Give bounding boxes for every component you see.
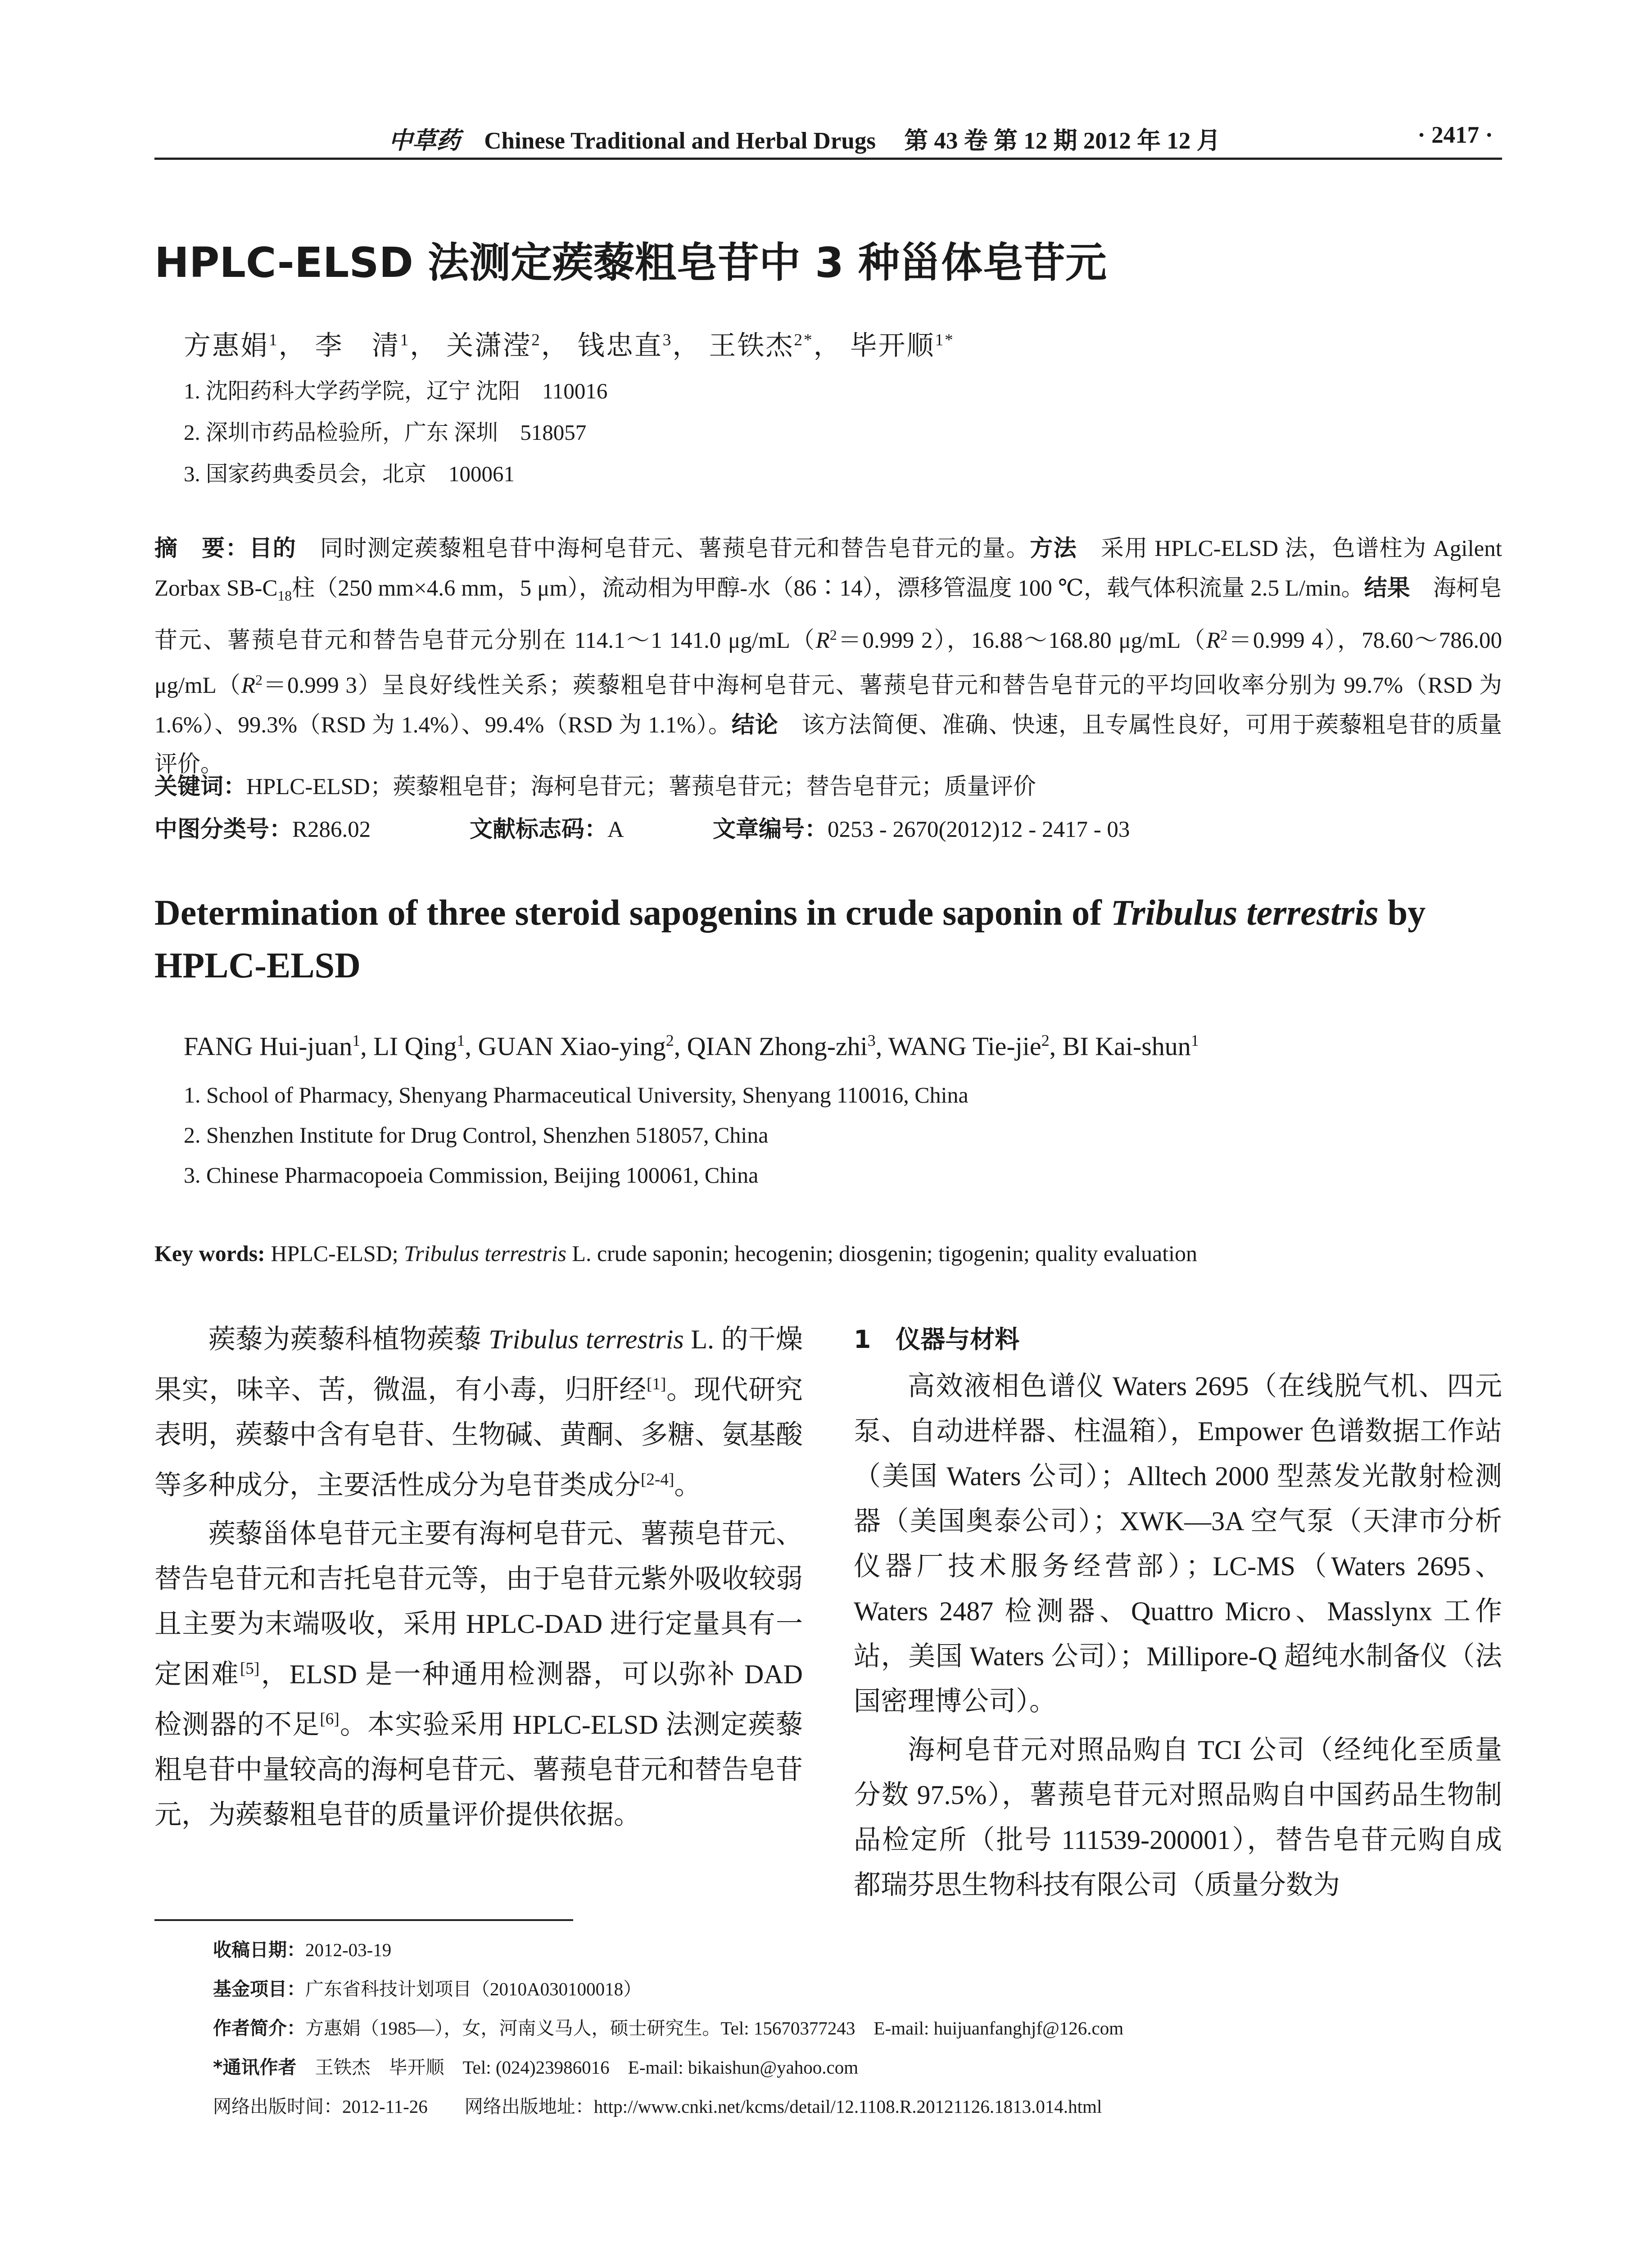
affiliation-mark: 1: [1190, 1031, 1199, 1049]
journal-name-cn: 中草药: [389, 128, 460, 154]
result-text-cont: ＝0.999 3）呈良好线性关系；蒺藜粗皂苷中海柯皂苷元、薯蓣皂苷元和替告皂苷元的平均回收率分别为 99.7%（RSD 为 1.6%）、99.3%（RSD 为 1.4%）、99.4%（RSD 为 1.1%）。: [154, 673, 1502, 738]
clc-number: [154, 810, 371, 844]
footnote-text: 广东省科技计划项目（2010A030100018）: [305, 1979, 642, 1999]
paragraph: [154, 1317, 803, 1508]
abstract-cn: [154, 529, 1502, 784]
article-label: 文章编号：: [713, 816, 828, 843]
text: L. 的干燥果实，味辛、苦，微温，有小毒，归肝经: [154, 1324, 803, 1405]
text: ，ELSD 是一种通用检测器，可以弥补 DAD 检测器的不足: [154, 1659, 803, 1740]
section-heading: 1 仪器与材料: [854, 1325, 1020, 1354]
footnote-label: 基金项目：: [213, 1978, 305, 2000]
affiliation-mark: 1: [457, 1031, 465, 1049]
author-list-en: FANG Hui-juan$^1$, LI Qing$^1$, GUAN Xiao-ying$^2$, QIAN Zhong-zhi$^3$, WANG Tie-jie$^2$, BI Kai-shun$^1$: [184, 1031, 1199, 1061]
affiliation-cn-1: 1. 沈阳药科大学药学院，辽宁 沈阳 110016: [184, 379, 608, 403]
footnote-label: *通讯作者: [213, 2057, 297, 2078]
citation: [6]: [320, 1710, 339, 1728]
keywords-en: [154, 1240, 1197, 1266]
affiliation-mark: 1: [400, 331, 410, 349]
method-text: 采用 HPLC-ELSD 法，色谱柱为 Agilent Zorbax SB-C: [154, 536, 1502, 601]
subscript: 18: [277, 588, 292, 604]
conclusion-text: 该方法简便、准确、快速，且专属性良好，可用于蒺藜粗皂苷的质量评价。: [154, 713, 1502, 777]
journal-name: [389, 122, 1220, 156]
body-column-left: [154, 1317, 803, 1837]
keywords-text: HPLC-ELSD；蒺藜粗皂苷；海柯皂苷元；薯蓣皂苷元；替告皂苷元；质量评价: [246, 774, 1036, 800]
r2-sup: 2: [255, 672, 263, 688]
affiliation-mark: 2: [665, 1031, 674, 1049]
keywords-en-text: HPLC-ELSD;: [265, 1241, 404, 1266]
result-label: 结果: [1364, 575, 1410, 601]
author-name: GUAN Xiao-ying: [478, 1031, 666, 1061]
footnote-received: [213, 1935, 391, 1962]
doc-label: 文献标志码：: [470, 816, 608, 843]
text: 。本实验采用 HPLC-ELSD 法测定蒺藜粗皂苷中量较高的海柯皂苷元、薯蓣皂苷元和替告皂苷元，为蒺藜粗皂苷的质量评价提供依据。: [154, 1710, 803, 1830]
page-title-cn: HPLC-ELSD 法测定蒺藜粗皂苷中 3 种甾体皂苷元: [154, 239, 1107, 287]
clc-label: 中图分类号：: [154, 816, 293, 843]
author-name: BI Kai-shun: [1062, 1031, 1191, 1061]
species-name: Tribulus terrestris: [489, 1324, 684, 1354]
citation: [5]: [240, 1659, 260, 1678]
en-title-text-end: by HPLC-ELSD: [154, 893, 1426, 985]
affiliation-mark: 1*: [935, 331, 955, 349]
affiliation-mark: 3: [662, 331, 673, 349]
keywords-cn: [154, 768, 1036, 801]
footnote-text: 王铁杰 毕开顺 Tel: (024)23986016 E-mail: bikaishun@yahoo.com: [296, 2057, 859, 2078]
issue-info: 第 43 卷 第 12 期 2012 年 12 月: [904, 128, 1221, 154]
author-name: QIAN Zhong-zhi: [687, 1031, 868, 1061]
author-name: 李 清: [315, 331, 400, 361]
method-text-cont: 柱（250 mm×4.6 mm，5 μm），流动相为甲醇-水（86∶14），漂移管温度 100 ℃，载气体积流量 2.5 L/min。: [292, 576, 1364, 601]
citation: [1]: [647, 1375, 666, 1393]
doc-value: A: [607, 817, 624, 842]
keywords-en-species: Tribulus terrestris: [404, 1241, 566, 1266]
en-title-species: Tribulus terrestris: [1110, 893, 1379, 933]
affiliation-en-3: 3. Chinese Pharmacopoeia Commission, Beijing 100061, China: [184, 1162, 759, 1188]
text: 蒺藜为蒺藜科植物蒺藜: [208, 1324, 489, 1354]
doc-code: [470, 810, 624, 844]
author-name: 毕开顺: [850, 331, 935, 361]
footnote-label: 收稿日期：: [213, 1939, 305, 1961]
affiliation-mark: 3: [867, 1031, 876, 1049]
purpose-text: 同时测定蒺藜粗皂苷中海柯皂苷元、薯蓣皂苷元和替告皂苷元的量。: [320, 536, 1030, 561]
author-name: 方惠娟: [184, 331, 269, 361]
keywords-en-label: Key words:: [154, 1241, 265, 1266]
journal-name-en: Chinese Traditional and Herbal Drugs: [484, 128, 876, 154]
page-number: · 2417 ·: [1417, 122, 1493, 148]
footnote-text: 方惠娟（1985—），女，河南义马人，硕士研究生。Tel: 15670377243 E-mail: huijuanfanghjf@126.com: [305, 2018, 1124, 2039]
text: 。现代研究表明，蒺藜中含有皂苷、生物碱、黄酮、多糖、氨基酸等多种成分，主要活性成分为皂苷类成分: [154, 1375, 803, 1500]
author-name: FANG Hui-juan: [184, 1031, 353, 1061]
author-list-cn: 方惠娟$^1$， 李 清$^1$， 关潇滢$^2$， 钱忠直$^3$， 王铁杰$^{2*}$， 毕开顺$^{1*}$: [184, 331, 955, 361]
footnote-online: 网络出版时间：2012-11-26 网络出版地址：http://www.cnki.net/kcms/detail/12.1108.R.20121126.1813.014.html: [213, 2096, 1102, 2117]
affiliation-en-2: 2. Shenzhen Institute for Drug Control, Shenzhen 518057, China: [184, 1122, 769, 1148]
affiliation-mark: 2: [531, 331, 541, 349]
paragraph: 高效液相色谱仪 Waters 2695（在线脱气机、四元泵、自动进样器、柱温箱），Empower 色谱数据工作站（美国 Waters 公司）；Alltech 2000 型蒸发光散射检测器（美国奥泰公司）；XWK—3A 空气泵（天津市分析仪器厂技术服务经营部）；LC-MS（Waters 2695、Waters 2487 检测器、Quattro Micro、Masslynx 工作站，美国 Waters 公司）；Millipore-Q 超纯水制备仪（法国密理博公司）。: [854, 1371, 1502, 1716]
keywords-label: 关键词：: [154, 773, 247, 800]
footnote-text: 2012-03-19: [305, 1939, 392, 1960]
en-title-text: Determination of three steroid sapogenins in crude saponin of: [154, 893, 1111, 933]
page-title-en: [154, 887, 1502, 992]
article-value: 0253 - 2670(2012)12 - 2417 - 03: [828, 817, 1130, 842]
affiliation-en-1: 1. School of Pharmacy, Shenyang Pharmaceutical University, Shenyang 110016, China: [184, 1082, 969, 1107]
r2-sup: 2: [829, 627, 837, 643]
text: 蒺藜甾体皂苷元主要有海柯皂苷元、薯蓣皂苷元、替告皂苷元和吉托皂苷元等，由于皂苷元紫外吸收较弱且主要为末端吸收，采用 HPLC-DAD 进行定量具有一定困难: [154, 1519, 803, 1689]
author-name: 钱忠直: [577, 331, 663, 361]
result-text-cont: ＝0.999 4），78.60～786.00 μg/mL（: [154, 628, 1502, 699]
conclusion-label: 结论: [731, 712, 778, 739]
method-label: 方法: [1030, 535, 1077, 562]
article-number: [713, 810, 1130, 844]
purpose-label: 目的: [249, 535, 297, 562]
footnote-author: [213, 2013, 1123, 2040]
affiliation-cn-3: 3. 国家药典委员会，北京 100061: [184, 461, 515, 486]
running-header: [154, 117, 1502, 160]
citation: [2-4]: [641, 1470, 674, 1489]
clc-value: R286.02: [292, 817, 371, 842]
r2-var: R: [1206, 628, 1221, 654]
result-text-cont: ＝0.999 2），16.88～168.80 μg/mL（: [837, 628, 1207, 654]
keywords-en-text-end: L. crude saponin; hecogenin; diosgenin; tigogenin; quality evaluation: [566, 1241, 1197, 1266]
r2-var: R: [815, 628, 830, 654]
affiliation-mark: 2*: [794, 331, 814, 349]
affiliation-mark: 2: [1041, 1031, 1050, 1049]
author-name: LI Qing: [373, 1031, 457, 1061]
result-text: 海柯皂苷元、薯蓣皂苷元和替告皂苷元分别在 114.1～1 141.0 μg/mL（: [154, 576, 1502, 654]
author-name: 关潇滢: [446, 331, 532, 361]
affiliation-mark: 1: [269, 331, 279, 349]
r2-var: R: [241, 673, 256, 699]
footnote-label: 作者简介：: [213, 2017, 305, 2039]
r2-sup: 2: [1220, 627, 1227, 643]
affiliation-cn-2: 2. 深圳市药品检验所，广东 深圳 518057: [184, 420, 587, 445]
paragraph: 海柯皂苷元对照品购自 TCI 公司（经纯化至质量分数 97.5%），薯蓣皂苷元对照品购自中国药品生物制品检定所（批号 111539-200001），替告皂苷元购自成都瑞芬思生物科技有限公司（质量分数为: [854, 1735, 1502, 1900]
footnote-fund: [213, 1974, 642, 2001]
body-column-right: [854, 1317, 1502, 1907]
footnote-correspondence: [213, 2052, 858, 2079]
paragraph: [154, 1511, 803, 1837]
author-name: 王铁杰: [709, 331, 794, 361]
author-name: WANG Tie-jie: [888, 1031, 1041, 1061]
abstract-label: 摘 要：: [154, 535, 249, 562]
text: 。: [674, 1470, 702, 1500]
footnote-divider: [154, 1919, 573, 1921]
affiliation-mark: 1: [352, 1031, 361, 1049]
